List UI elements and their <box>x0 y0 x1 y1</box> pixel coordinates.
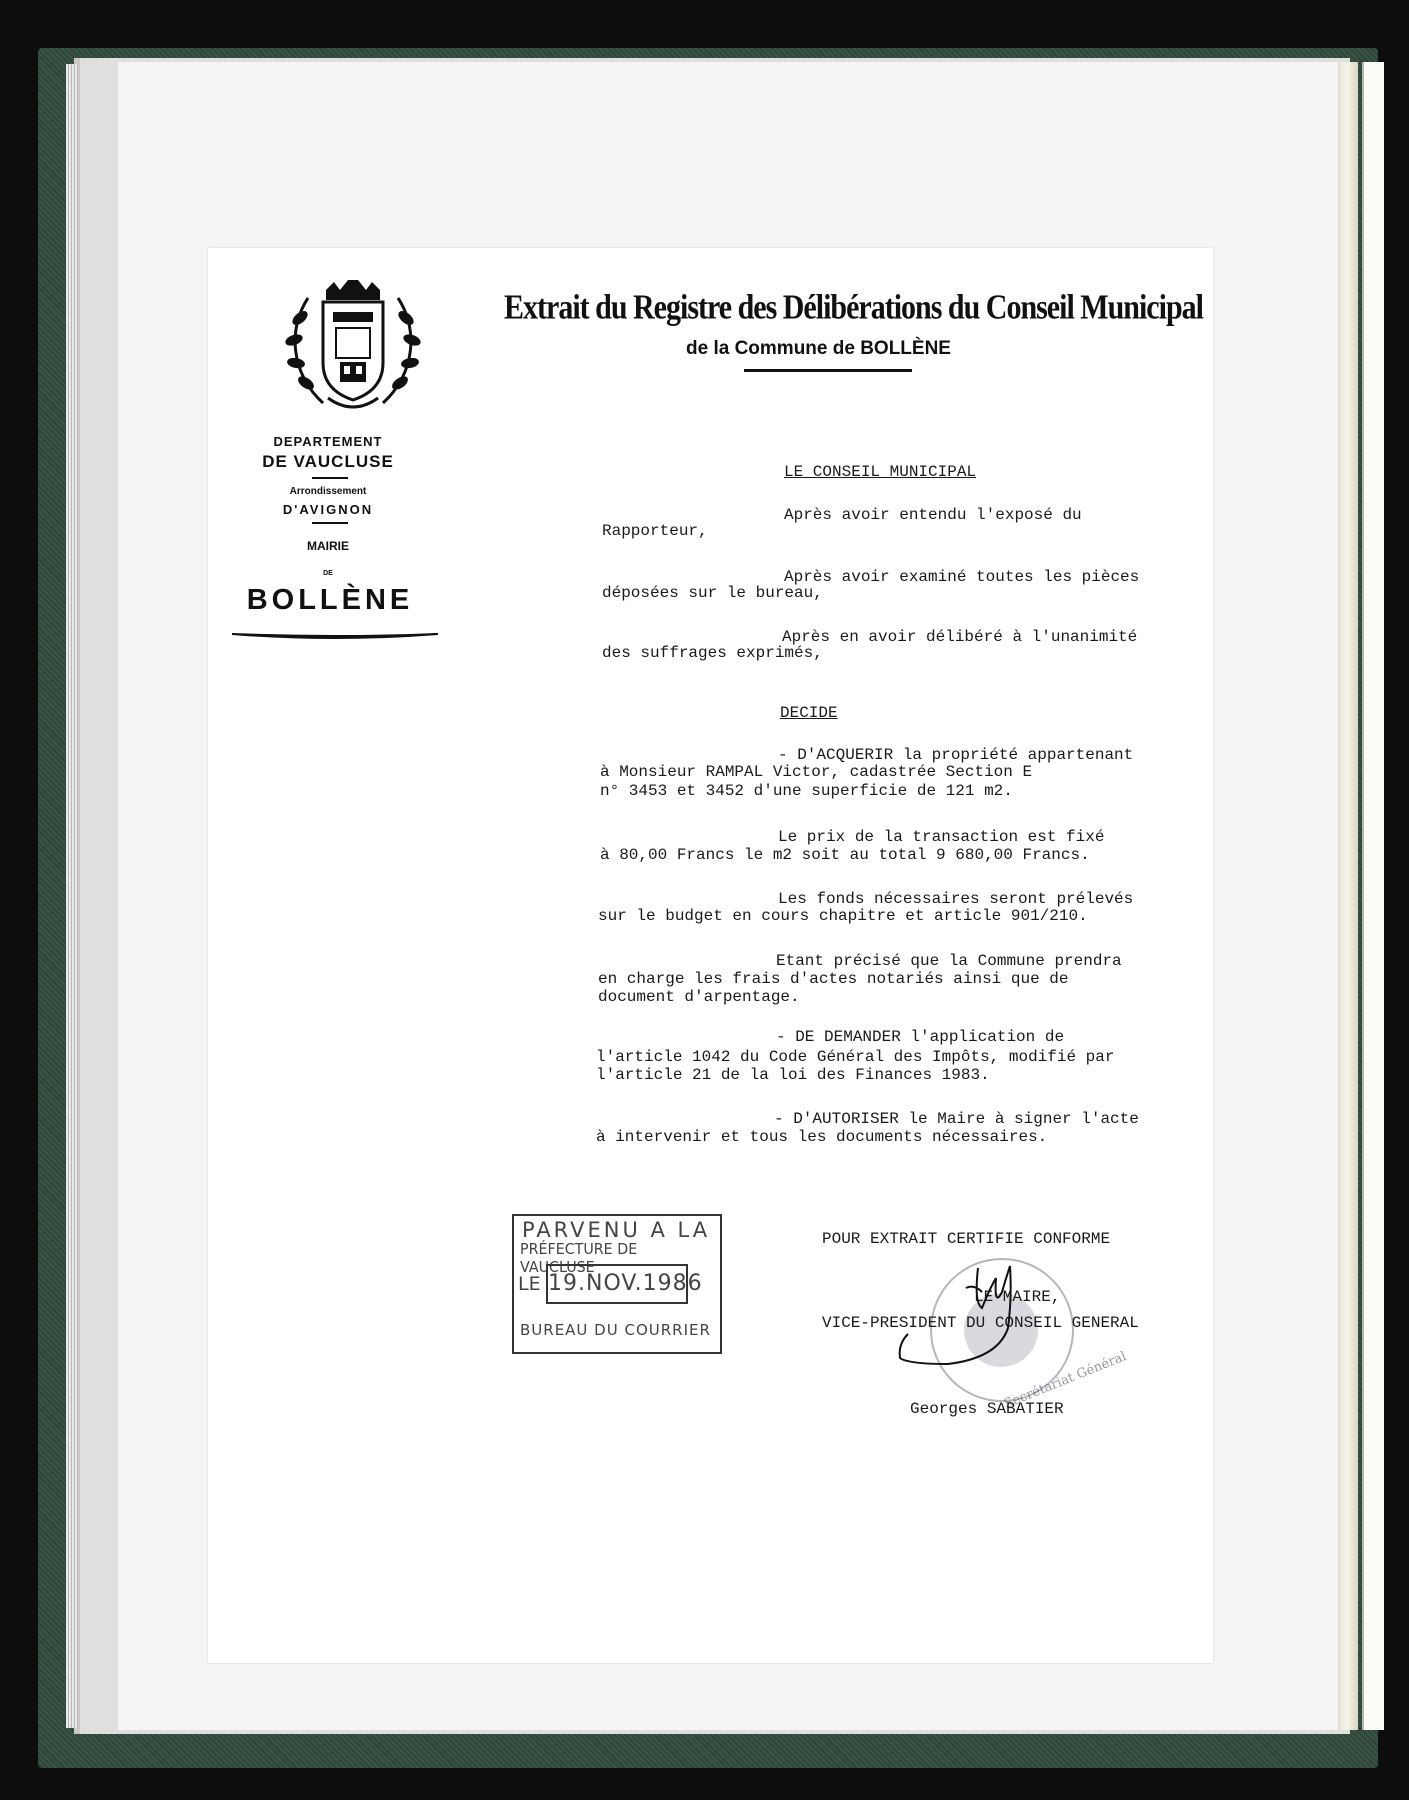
mayor-title: LE MAIRE, <box>974 1288 1061 1306</box>
arrondissement-name: D'AVIGNON <box>282 502 374 517</box>
paragraph-line: à Monsieur RAMPAL Victor, cadastrée Section E <box>600 763 1033 781</box>
paragraph-line: document d'arpentage. <box>598 988 800 1006</box>
handwritten-signature <box>878 1248 1038 1378</box>
paragraph-line: Après avoir examiné toutes les pièces <box>784 568 1140 586</box>
paragraph-line: n° 3453 et 3452 d'une superficie de 121 m2. <box>600 782 1013 800</box>
paragraph-line: sur le budget en cours chapitre et article 901/210. <box>598 907 1088 925</box>
arrondissement-label: Arrondissement <box>289 486 367 497</box>
paragraph-line: Le prix de la transaction est fixé <box>778 828 1105 846</box>
stamp-line: PRÉFECTURE DE VAUCLUSE <box>520 1240 638 1276</box>
paragraph-line: déposées sur le bureau, <box>602 584 823 602</box>
subtitle-underline <box>744 369 912 372</box>
paragraph-line: à intervenir et tous les documents nécessaires. <box>596 1128 1048 1146</box>
paragraph-line: Après en avoir délibéré à l'unanimité <box>782 628 1138 646</box>
paragraph-line: Les fonds nécessaires seront prélevés <box>778 890 1134 908</box>
certification-line: POUR EXTRAIT CERTIFIE CONFORME <box>822 1230 1111 1248</box>
paragraph-line: - D'AUTORISER le Maire à signer l'acte <box>774 1110 1139 1128</box>
divider <box>312 522 348 524</box>
document-sheet <box>208 248 1213 1663</box>
document-subtitle: de la Commune de BOLLÈNE <box>686 338 951 359</box>
paragraph-line: en charge les frais d'actes notariés ainsi que de <box>598 970 1069 988</box>
town-underline <box>230 628 440 642</box>
paragraph-line: l'article 1042 du Code Général des Impôts, modifié par <box>596 1048 1115 1066</box>
council-heading: LE CONSEIL MUNICIPAL <box>784 463 977 481</box>
paragraph-line: Etant précisé que la Commune prendra <box>776 952 1122 970</box>
paragraph-line: l'article 21 de la loi des Finances 1983. <box>596 1066 990 1084</box>
mayor-role: VICE-PRESIDENT DU CONSEIL GENERAL <box>822 1314 1139 1332</box>
paragraph-line: - DE DEMANDER l'application de <box>776 1028 1065 1046</box>
paragraph-line: Après avoir entendu l'exposé du <box>784 506 1082 524</box>
paragraph-line: Rapporteur, <box>602 522 708 540</box>
stamp-line: BUREAU DU COURRIER <box>520 1321 711 1339</box>
divider <box>312 477 348 479</box>
mairie-label: MAIRIE <box>307 539 349 553</box>
bollene-crest-emblem <box>278 278 428 418</box>
departement-label: DEPARTEMENT <box>273 434 383 449</box>
paragraph-line: des suffrages exprimés, <box>602 644 823 662</box>
departement-name: DE VAUCLUSE <box>262 452 394 471</box>
mayor-name: Georges SABATIER <box>910 1400 1064 1418</box>
reception-stamp <box>512 1214 722 1354</box>
document-title: Extrait du Registre des Délibérations du Conseil Municipal <box>504 288 1203 327</box>
right-page <box>1362 62 1384 1730</box>
paragraph-line: à 80,00 Francs le m2 soit au total 9 680,00 Francs. <box>600 846 1090 864</box>
decide-heading: DECIDE <box>780 704 838 722</box>
seal-text: Secrétariat Général <box>1001 1349 1129 1412</box>
paragraph-line: - D'ACQUERIR la propriété appartenant <box>778 746 1134 764</box>
mairie-de: DE <box>323 570 333 577</box>
town-name: BOLLÈNE <box>246 584 414 616</box>
right-page-edge <box>1340 62 1358 1730</box>
stamp-le: LE <box>518 1273 541 1295</box>
stamp-line: PARVENU A LA <box>522 1218 711 1242</box>
stamp-date: 19.NOV.1986 <box>546 1264 688 1304</box>
